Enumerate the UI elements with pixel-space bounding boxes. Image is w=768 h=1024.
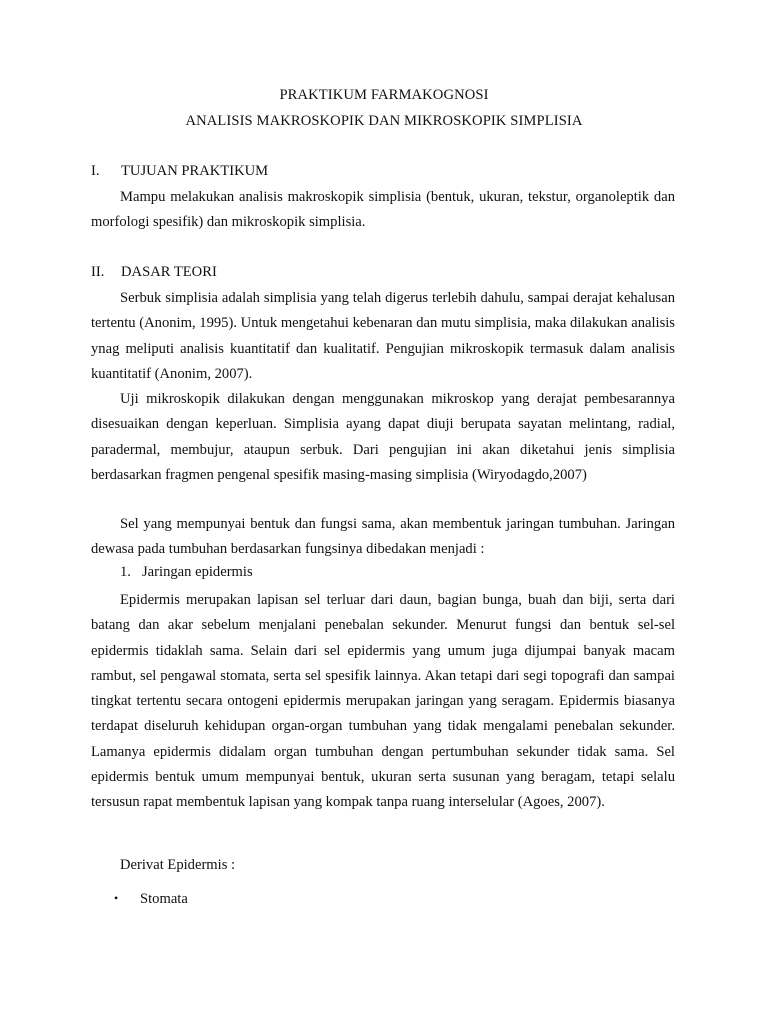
- section-number: I.: [91, 163, 100, 179]
- section-number: II.: [91, 264, 105, 280]
- paragraph-jaringan: Sel yang mempunyai bentuk dan fungsi sama, akan membentuk jaringan tumbuhan. Jaringan dewasa pada tumbuhan berdasarkan fungsinya dibedakan menjadi :: [91, 516, 675, 558]
- bullet-icon: •: [114, 891, 119, 905]
- list-item-label: Jaringan epidermis: [142, 564, 253, 580]
- document-subtitle: ANALISIS MAKROSKOPIK DAN MIKROSKOPIK SIMPLISIA: [185, 113, 583, 129]
- list-item-jaringan-epidermis: [120, 564, 253, 581]
- section-title: TUJUAN PRAKTIKUM: [121, 163, 269, 179]
- document-title: PRAKTIKUM FARMAKOGNOSI: [279, 87, 489, 103]
- bullet-item-stomata: [114, 891, 188, 908]
- paragraph-uji-mikroskopik: Uji mikroskopik dilakukan dengan menggunakan mikroskop yang derajat pembesarannya disesuaikan dengan keperluan. Simplisia ayang dapat diuji berupata sayatan melintang, radial, paradermal, membujur, ataupun serbuk. Dari pengujian ini akan diketahui jenis simplisia berdasarkan fragmen pengenal spesifik masing-masing simplisia (Wiryodagdo,2007): [91, 391, 675, 483]
- paragraph-tujuan: Mampu melakukan analisis makroskopik simplisia (bentuk, ukuran, tekstur, organoleptik dan morfologi spesifik) dan mikroskopik simplisia.: [91, 189, 675, 231]
- paragraph-serbuk-simplisia: Serbuk simplisia adalah simplisia yang telah digerus terlebih dahulu, sampai derajat kehalusan tertentu (Anonim, 1995). Untuk mengetahui kebenaran dan mutu simplisia, maka dilakukan analisis ynag meliputi analisis kuantitatif dan kualitatif. Pengujian mikroskopik termasuk dalam analisis kuantitatif (Anonim, 2007).: [91, 290, 675, 382]
- paragraph-epidermis: Epidermis merupakan lapisan sel terluar dari daun, bagian bunga, buah dan biji, serta dari batang dan akar sebelum menjalani penebalan sekunder. Menurut fungsi dan bentuk sel-sel epidermis tidaklah sama. Selain dari sel epidermis yang umum juga dijumpai banyak macam rambut, sel pengawal stomata, serta sel spesifik lainnya. Akan tetapi dari segi topografi dan sampai tingkat tertentu secara ontogeni epidermis merupakan jaringan yang seragam. Epidermis biasanya terdapat diseluruh kehidupan organ-organ tumbuhan yang tidak mengalami penebalan sekunder. Lamanya epidermis didalam organ tumbuhan dengan pertumbuhan sekunder tidak sama. Sel epidermis bentuk umum mempunyai bentuk, ukuran serta susunan yang beragam, tetapi selalu tersusun rapat membentuk lapisan yang kompak tanpa ruang interselular (Agoes, 2007).: [91, 592, 675, 811]
- bullet-label: Stomata: [140, 891, 188, 907]
- section-title: DASAR TEORI: [121, 264, 217, 280]
- list-number: 1.: [120, 564, 131, 580]
- derivat-heading: Derivat Epidermis :: [120, 857, 236, 873]
